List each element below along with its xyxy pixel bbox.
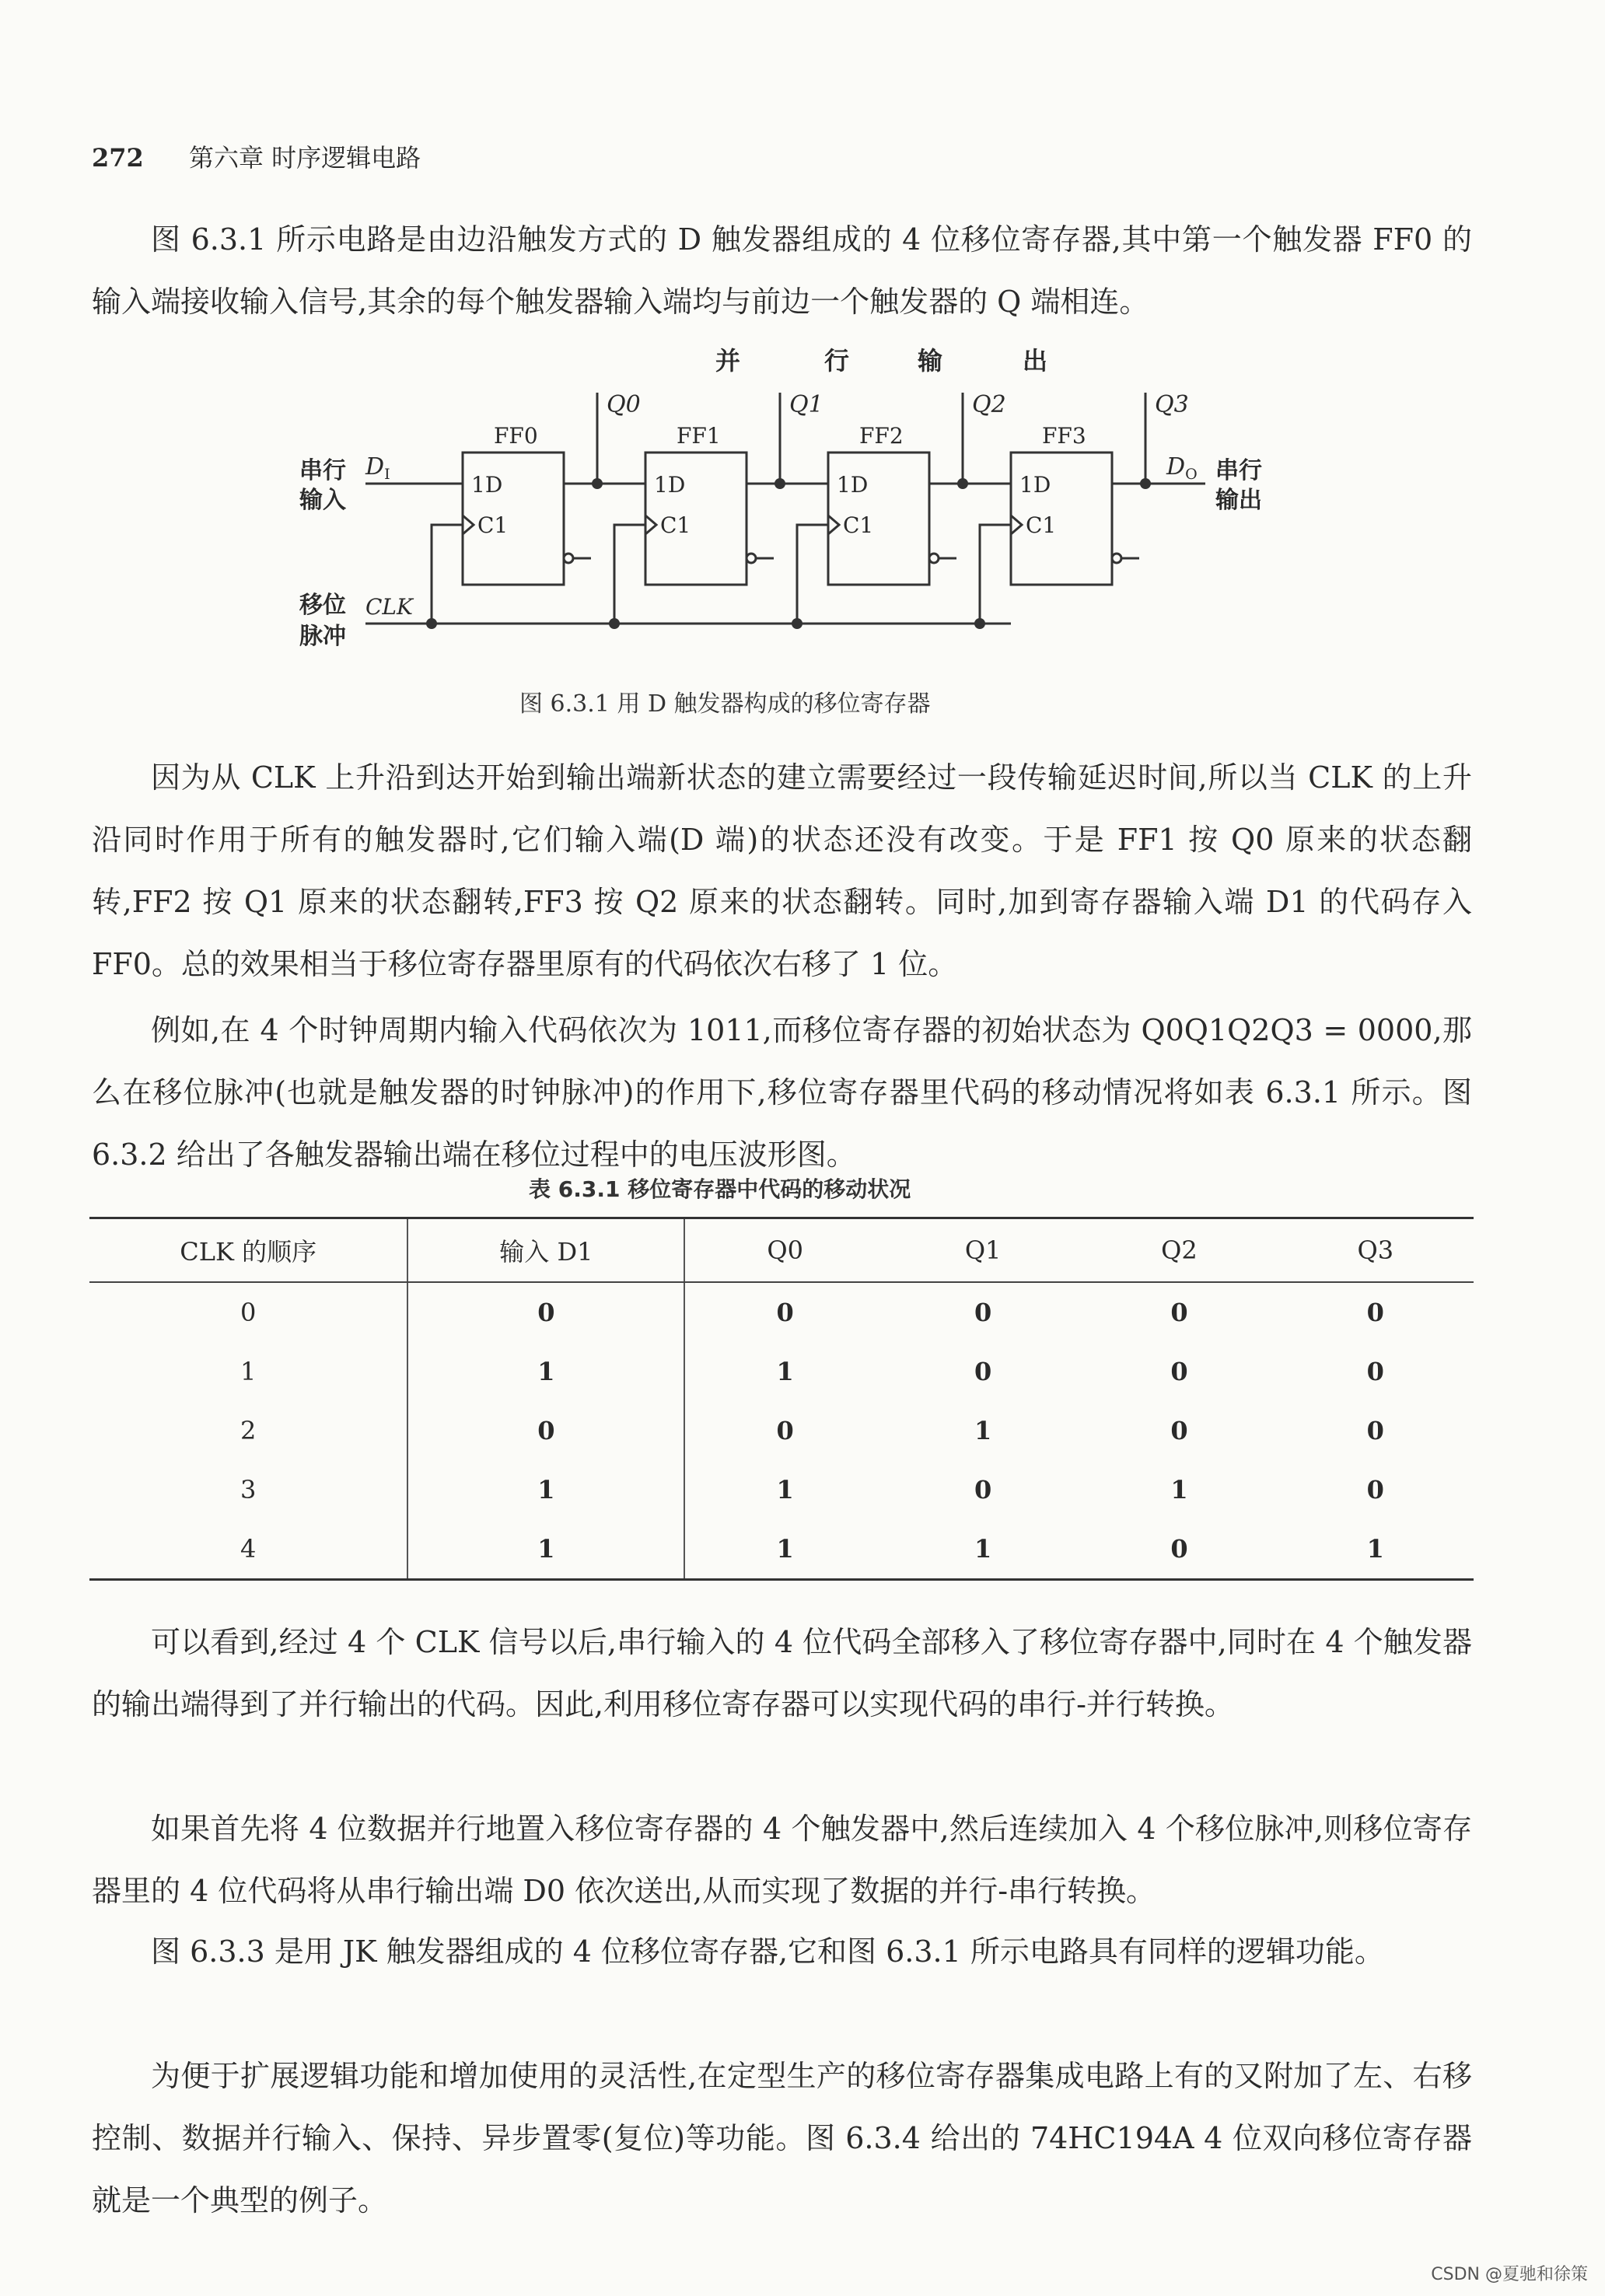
cell: 0 — [974, 1475, 992, 1504]
title-char-3: 输 — [918, 346, 943, 376]
serial-out-label-1: 串行 — [1215, 457, 1262, 484]
cell: 1 — [885, 1519, 1081, 1580]
cell: 0 — [776, 1416, 794, 1445]
serial-in-label-2: 输入 — [299, 487, 346, 514]
cell: 0 — [1170, 1416, 1188, 1445]
q2-label: Q2 — [972, 391, 1006, 418]
cell: 0 — [407, 1401, 684, 1460]
chapter-title: 第六章 时序逻辑电路 — [188, 143, 421, 173]
title-char-4: 出 — [1023, 346, 1048, 376]
title-char-1: 并 — [715, 346, 741, 376]
ff3-pin-d: 1D — [1019, 472, 1051, 498]
do-label: $D_O$ — [1166, 453, 1198, 483]
cell: 1 — [776, 1475, 794, 1504]
cell: 1 — [776, 1357, 794, 1386]
cell: 0 — [1366, 1298, 1384, 1327]
ff2-pin-c: C1 — [843, 512, 874, 538]
clk-label-1: 移位 — [299, 592, 346, 619]
paragraph-4: 可以看到,经过 4 个 CLK 信号以后,串行输入的 4 位代码全部移入了移位寄存器中,同时在 4 个触发器的输出端得到了并行输出的代码。因此,利用移位寄存器可以实现代码的串行-并行转换。 — [92, 1625, 1472, 1721]
col-q1: Q1 — [885, 1218, 1081, 1283]
cell: 0 — [1366, 1475, 1384, 1504]
cell: 0 — [1170, 1298, 1188, 1327]
paragraph-2: 因为从 CLK 上升沿到达开始到输出端新状态的建立需要经过一段传输延迟时间,所以当 CLK 的上升沿同时作用于所有的触发器时,它们输入端(D 端)的状态还没有改变。于是 FF1 按 Q0 原来的状态翻转,FF2 按 Q1 原来的状态翻转,FF3 按 Q2 原来的状态翻转。同时,加到寄存器输入端 D1 的代码存入 FF0。总的效果相当于移位寄存器里原有的代码依次右移了 1 位。 — [92, 760, 1472, 981]
cell: 4 — [89, 1519, 407, 1580]
q0-label: Q0 — [607, 391, 641, 418]
ff2-pin-d: 1D — [837, 472, 869, 498]
cell: 0 — [407, 1282, 684, 1342]
table-row — [89, 1342, 1474, 1401]
table-row — [89, 1282, 1474, 1342]
shift-register-diagram — [0, 334, 1605, 684]
table-header-row — [89, 1218, 1474, 1283]
cell: 0 — [1366, 1357, 1384, 1386]
cell: 1 — [1170, 1475, 1188, 1504]
paragraph-5: 如果首先将 4 位数据并行地置入移位寄存器的 4 个触发器中,然后连续加入 4 个移位脉冲,则移位寄存器里的 4 位代码将从串行输出端 D0 依次送出,从而实现了数据的并行-串行转换。 — [92, 1812, 1472, 1908]
paragraph-7: 为便于扩展逻辑功能和增加使用的灵活性,在定型生产的移位寄存器集成电路上有的又附加了左、右移控制、数据并行输入、保持、异步置零(复位)等功能。图 6.3.4 给出的 74HC194A 4 位双向移位寄存器就是一个典型的例子。 — [92, 2059, 1472, 2217]
col-q0: Q0 — [684, 1218, 885, 1283]
cell: 2 — [89, 1401, 407, 1460]
figure-caption: 图 6.3.1 用 D 触发器构成的移位寄存器 — [519, 690, 931, 718]
ff1-pin-d: 1D — [654, 472, 686, 498]
paragraph-1: 图 6.3.1 所示电路是由边沿触发方式的 D 触发器组成的 4 位移位寄存器,其中第一个触发器 FF0 的输入端接收输入信号,其余的每个触发器输入端均与前边一个触发器的 Q 端相连。 — [92, 222, 1472, 319]
paragraph-3: 例如,在 4 个时钟周期内输入代码依次为 1011,而移位寄存器的初始状态为 Q0Q1Q2Q3 = 0000,那么在移位脉冲(也就是触发器的时钟脉冲)的作用下,移位寄存器里代码的移动情况将如表 6.3.1 所示。图 6.3.2 给出了各触发器输出端在移位过程中的电压波形图。 — [92, 1013, 1472, 1172]
cell: 0 — [1170, 1357, 1188, 1386]
col-clk: CLK 的顺序 — [89, 1218, 407, 1283]
paragraph-6: 图 6.3.3 是用 JK 触发器组成的 4 位移位寄存器,它和图 6.3.1 所示电路具有同样的逻辑功能。 — [151, 1934, 1384, 1969]
cell: 0 — [974, 1357, 992, 1386]
cell: 0 — [1081, 1519, 1277, 1580]
di-label: $D_I$ — [365, 453, 390, 483]
q3-label: Q3 — [1155, 391, 1189, 418]
ff3-label: FF3 — [1042, 423, 1086, 449]
cell: 1 — [1278, 1519, 1474, 1580]
cell: 1 — [407, 1460, 684, 1519]
cell: 0 — [974, 1298, 992, 1327]
watermark: CSDN @夏驰和徐策 — [1431, 2265, 1588, 2284]
clk-label-2: 脉冲 — [299, 623, 346, 650]
table-row — [89, 1401, 1474, 1460]
table-row — [89, 1460, 1474, 1519]
ff0-label: FF0 — [494, 423, 538, 449]
ff1-label: FF1 — [677, 423, 721, 449]
cell: 1 — [684, 1519, 885, 1580]
cell: 0 — [1366, 1416, 1384, 1445]
table-caption: 表 6.3.1 移位寄存器中代码的移动状况 — [529, 1176, 911, 1202]
table-row — [89, 1519, 1474, 1580]
cell: 1 — [407, 1342, 684, 1401]
col-q3: Q3 — [1278, 1218, 1474, 1283]
clk-label: CLK — [365, 594, 413, 620]
cell: 1 — [89, 1342, 407, 1401]
ff2-label: FF2 — [859, 423, 904, 449]
col-q2: Q2 — [1081, 1218, 1277, 1283]
ff0-pin-c: C1 — [477, 512, 509, 538]
serial-in-label-1: 串行 — [299, 457, 346, 484]
ff3-pin-c: C1 — [1026, 512, 1057, 538]
shift-table — [89, 1217, 1474, 1581]
page-header — [92, 138, 421, 174]
page-number: 272 — [92, 143, 144, 173]
q1-label: Q1 — [789, 391, 823, 418]
serial-out-label-2: 输出 — [1215, 487, 1262, 514]
ff1-pin-c: C1 — [660, 512, 691, 538]
cell: 1 — [407, 1519, 684, 1580]
title-char-2: 行 — [824, 346, 850, 376]
cell: 0 — [776, 1298, 794, 1327]
cell: 0 — [89, 1282, 407, 1342]
cell: 3 — [89, 1460, 407, 1519]
cell: 1 — [974, 1416, 992, 1445]
col-input: 输入 D1 — [407, 1218, 684, 1283]
ff0-pin-d: 1D — [471, 472, 503, 498]
